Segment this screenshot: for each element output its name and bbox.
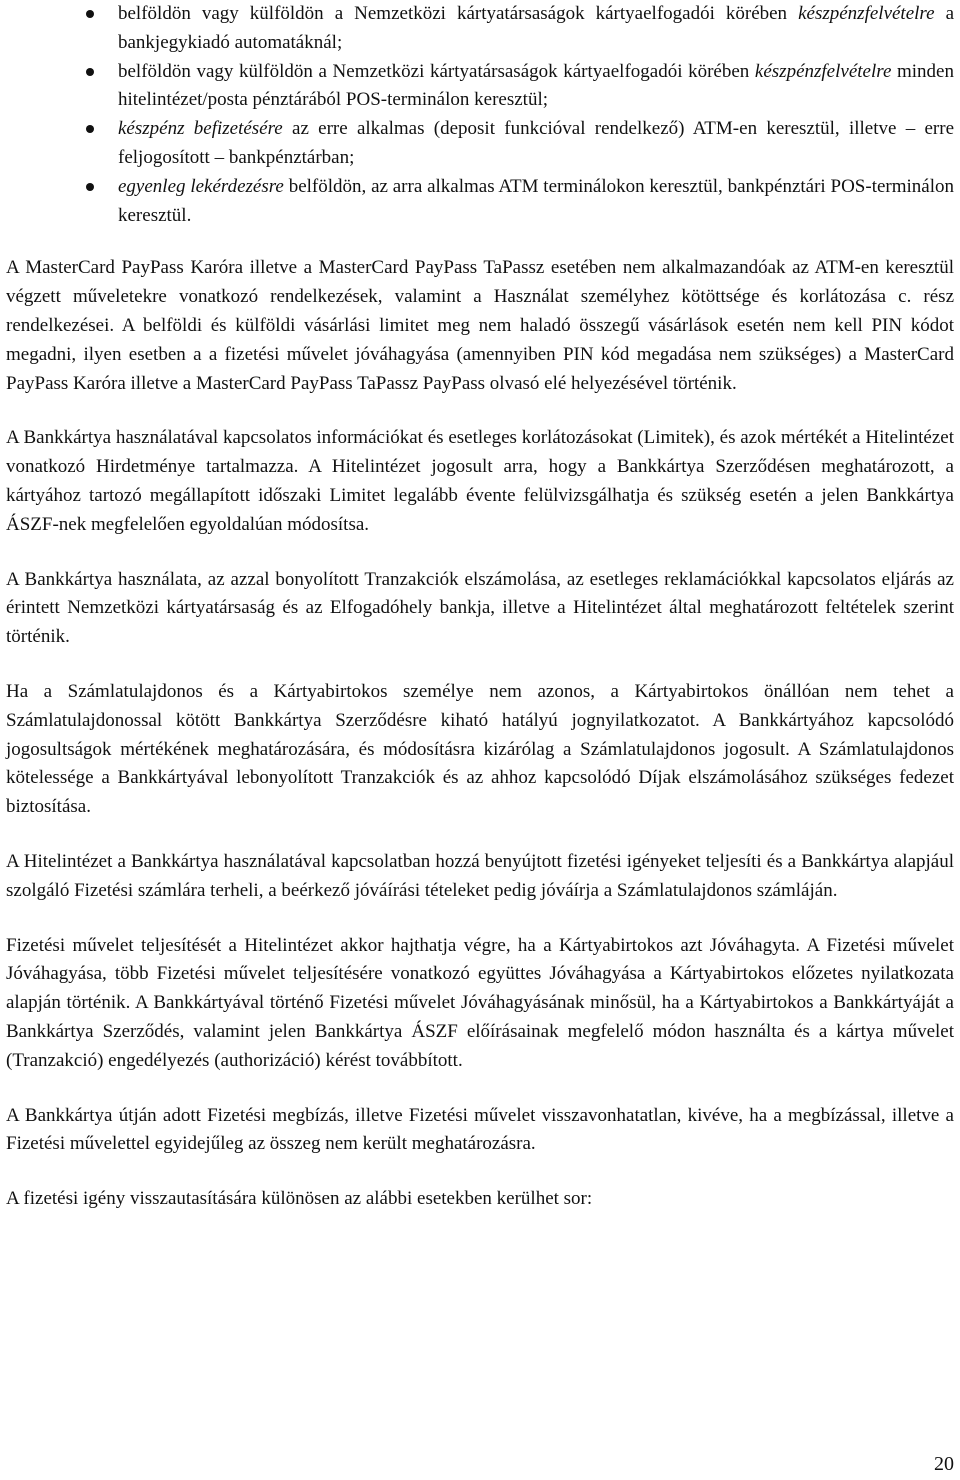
paragraph-account-holder: Ha a Számlatulajdonos és a Kártyabirtokos személye nem azonos, a Kártyabirtokos önállóan nem tehet a Számlatulajdonossal kötött Bankkártya Szerződésre kiható hatályú jognyilatkozatot. A Bankkártyához kapcsolódó jogosultságok mértékének meghatározására, és módosításra kizárólag a Számlatulajdonos jogosult. A Számlatulajdonos kötelessége a Bankkártyával lebonyolított Tranzakciók és az ahhoz kapcsolódó Díjak elszámolásához szükséges fedezet biztosítása. <box>6 680 954 818</box>
bullet-emphasis: készpénzfelvételre <box>798 3 935 24</box>
paragraph-approval: Fizetési művelet teljesítését a Hitelintézet akkor hajthatja végre, ha a Kártyabirtokos azt Jóváhagyta. A Fizetési művelet Jóváhagyása, több Fizetési művelet teljesítésére vonatkozó együttes Jóváhagyása a Kártyabirtokos előzetes nyilatkozata alapján történik. A Bankkártyával történő Fizetési művelet Jóváhagyásának minősül, ha a Kártyabirtokos a Bankkártyáját a Bankkártya Szerződés, valamint jelen Bankkártya ÁSZF előírásainak megfelelő módon használta és a kártya művelet (Tranzakció) engedélyezés (authorizáció) kérést továbbított. <box>6 934 954 1071</box>
bullet-emphasis: készpénz befizetésére <box>118 118 283 140</box>
bullet-icon <box>86 125 94 133</box>
paragraph-payment-claims: A Hitelintézet a Bankkártya használatával kapcsolatban hozzá benyújtott fizetési igényeket teljesíti és a Bankkártya alapjául szolgáló Fizetési számlára terheli, a beérkező jóváírási tételeket pedig jóváírja a Számlatulajdonos számláján. <box>6 850 954 901</box>
bullet-text: a bankjegykiadó automatáknál; <box>118 3 954 53</box>
paragraph-usage: A Bankkártya használata, az azzal bonyolított Tranzakciók elszámolása, az esetleges reklamációkkal kapcsolatos eljárás az érintett Nemzetközi kártyatársaság és az Elfogadóhely bankja, illetve a Hitelintézet által meghatározott feltételek szerint történik. <box>6 568 954 648</box>
paragraph-refusal: A fizetési igény visszautasítására különösen az alábbi esetekben kerülhet sor: <box>6 1188 593 1210</box>
paragraph-irrevocable: A Bankkártya útján adott Fizetési megbízás, illetve Fizetési művelet visszavonhatatlan, kivéve, ha a megbízással, illetve a Fizetési művelettel egyidejűleg az összeg nem került meghatározásra. <box>6 1104 954 1155</box>
bullet-text: belföldön vagy külföldön a Nemzetközi kártyatársaságok kártyaelfogadói körében <box>118 60 755 82</box>
bullet-list <box>6 0 954 230</box>
bullet-text: belföldön, az arra alkalmas ATM terminálokon keresztül, bankpénztári POS-terminálon keresztül. <box>118 175 954 226</box>
list-item <box>6 58 954 116</box>
bullet-icon <box>86 10 94 18</box>
page-number: 20 <box>934 1453 954 1475</box>
list-item <box>6 115 954 173</box>
bullet-emphasis: egyenleg lekérdezésre <box>118 175 284 197</box>
bullet-text: minden hitelintézet/posta pénztárából POS-terminálon keresztül; <box>118 60 954 111</box>
paragraph-limits: A Bankkártya használatával kapcsolatos információkat és esetleges korlátozásokat (Limitek), és azok mértékét a Hitelintézet vonatkozó Hirdetménye tartalmazza. A Hitelintézet jogosult arra, hogy a Bankkártya Szerződésen meghatározott, a kártyához tartozó megállapított időszaki Limitet legalább évente felülvizsgálhatja és szükség esetén a jelen Bankkártya ÁSZF-nek megfelelően egyoldalúan módosítsa. <box>6 427 954 535</box>
bullet-icon <box>86 183 94 191</box>
bullet-emphasis: készpénzfelvételre <box>754 60 892 82</box>
list-item <box>6 173 954 231</box>
bullet-text: az erre alkalmas (deposit funkcióval rendelkező) ATM-en keresztül, illetve – erre feljogosított – bankpénztárban; <box>118 118 955 168</box>
list-item <box>6 0 954 58</box>
bullet-icon <box>86 68 94 76</box>
document-page <box>6 0 954 1214</box>
bullet-text: belföldön vagy külföldön a Nemzetközi kártyatársaságok kártyaelfogadói körében <box>118 3 799 24</box>
paragraph-paypass: A MasterCard PayPass Karóra illetve a MasterCard PayPass TaPassz esetében nem alkalmazandóak az ATM-en keresztül végzett műveletekre vonatkozó rendelkezések, valamint a Használat személyhez kötöttsége és korlátozása c. rész rendelkezései. A belföldi és külföldi vásárlási limitet meg nem haladó összegű vásárlások esetén nem kell PIN kódot megadni, ilyen esetben a a fizetési művelet jóváhagyása (amennyiben PIN kód megadása nem szükséges) a MasterCard PayPass Karóra illetve a MasterCard PayPass TaPassz PayPass olvasó elé helyezésével történik. <box>6 257 954 394</box>
